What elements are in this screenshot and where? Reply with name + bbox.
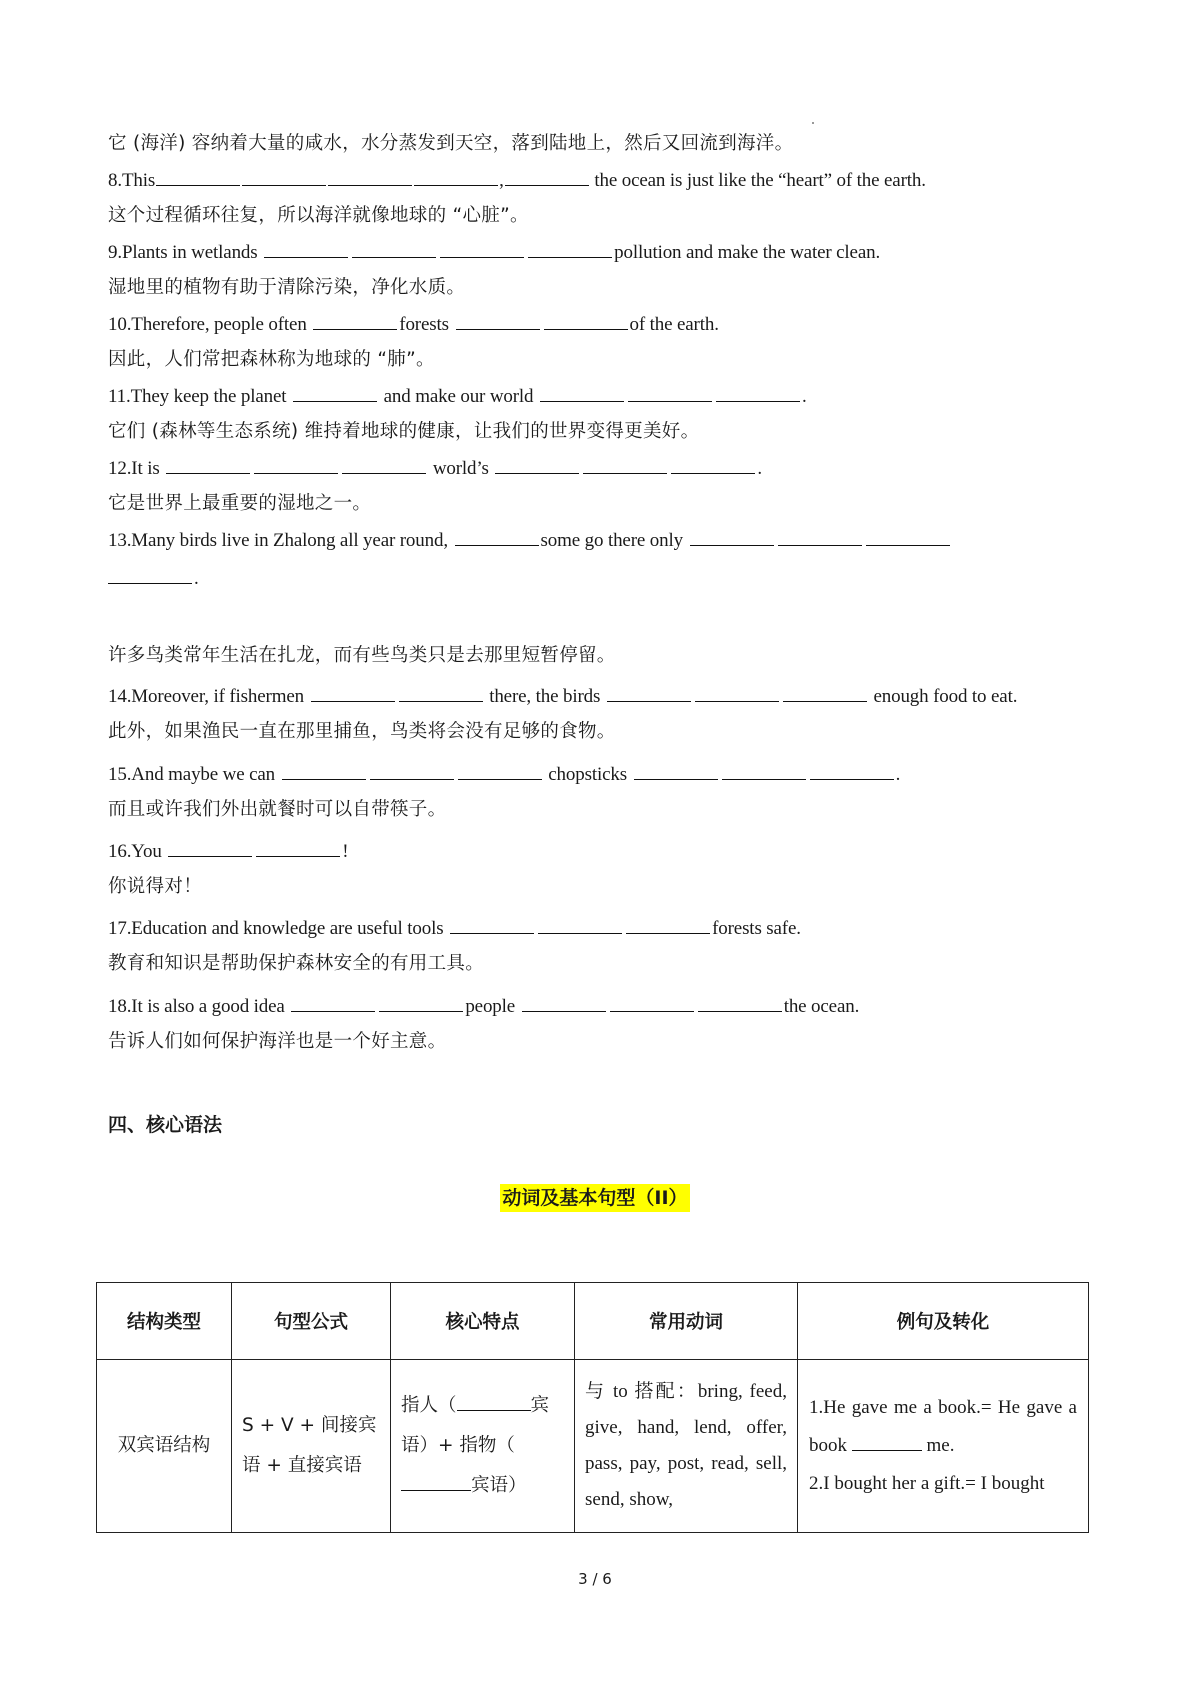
question-12: 12.It is world’s . bbox=[108, 458, 762, 479]
blank[interactable] bbox=[783, 701, 867, 702]
blank[interactable] bbox=[311, 701, 395, 702]
blank[interactable] bbox=[352, 257, 436, 258]
blank[interactable] bbox=[282, 779, 366, 780]
blank[interactable] bbox=[583, 473, 667, 474]
blank[interactable] bbox=[610, 1011, 694, 1012]
blank[interactable] bbox=[450, 933, 534, 934]
blank[interactable] bbox=[716, 401, 800, 402]
blank[interactable] bbox=[538, 933, 622, 934]
blank[interactable] bbox=[866, 545, 950, 546]
blank[interactable] bbox=[328, 185, 412, 186]
header-examples: 例句及转化 bbox=[798, 1283, 1089, 1360]
stray-dot bbox=[812, 122, 814, 124]
table-row bbox=[97, 1360, 1089, 1533]
cell-formula: S + V + 间接宾语 + 直接宾语 bbox=[232, 1360, 391, 1533]
blank[interactable] bbox=[495, 473, 579, 474]
blank[interactable] bbox=[342, 473, 426, 474]
question-11-zh: 它们 (森林等生态系统) 维持着地球的健康，让我们的世界变得更美好。 bbox=[108, 421, 700, 442]
blank[interactable] bbox=[544, 329, 628, 330]
line-0-zh: 它 (海洋) 容纳着大量的咸水，水分蒸发到天空，落到陆地上，然后又回流到海洋。 bbox=[108, 133, 794, 154]
blank[interactable] bbox=[264, 257, 348, 258]
cell-verbs: 与 to 搭配：bring, feed, give, hand, lend, offer, pass, pay, post, read, sell, send, show, bbox=[575, 1360, 798, 1533]
question-15: 15.And maybe we can chopsticks . bbox=[108, 764, 901, 785]
blank[interactable] bbox=[370, 779, 454, 780]
blank[interactable] bbox=[254, 473, 338, 474]
blank[interactable] bbox=[522, 1011, 606, 1012]
blank[interactable] bbox=[455, 545, 539, 546]
cell-feature: 指人（ 宾语）+ 指物（宾语） bbox=[391, 1360, 575, 1533]
cell-examples bbox=[798, 1360, 1089, 1533]
blank[interactable] bbox=[626, 933, 710, 934]
question-17: 17.Education and knowledge are useful tools forests safe. bbox=[108, 918, 801, 939]
blank[interactable] bbox=[528, 257, 612, 258]
question-16: 16.You ! bbox=[108, 841, 349, 862]
blank[interactable] bbox=[166, 473, 250, 474]
header-formula: 句型公式 bbox=[232, 1283, 391, 1360]
header-verbs: 常用动词 bbox=[575, 1283, 798, 1360]
blank[interactable] bbox=[457, 1410, 531, 1411]
blank[interactable] bbox=[256, 856, 340, 857]
blank[interactable] bbox=[156, 185, 240, 186]
question-10: 10.Therefore, people often forests of the earth. bbox=[108, 314, 719, 335]
blank[interactable] bbox=[505, 185, 589, 186]
blank[interactable] bbox=[628, 401, 712, 402]
blank[interactable] bbox=[607, 701, 691, 702]
example-2: 2.I bought her a gift.= I bought bbox=[809, 1473, 1045, 1494]
blank[interactable] bbox=[456, 329, 540, 330]
blank[interactable] bbox=[401, 1490, 471, 1491]
question-11: 11.They keep the planet and make our world . bbox=[108, 386, 807, 407]
section-title: 四、核心语法 bbox=[108, 1114, 223, 1136]
blank[interactable] bbox=[540, 401, 624, 402]
blank[interactable] bbox=[690, 545, 774, 546]
question-13-continued: . bbox=[108, 566, 1110, 592]
question-8: 8.This , the ocean is just like the “heart” of the earth. bbox=[108, 170, 926, 191]
blank[interactable] bbox=[634, 779, 718, 780]
question-13: 13.Many birds live in Zhalong all year round, some go there only bbox=[108, 528, 1110, 554]
blank[interactable] bbox=[108, 583, 192, 584]
blank[interactable] bbox=[695, 701, 779, 702]
question-18: 18.It is also a good idea people the ocean. bbox=[108, 996, 860, 1017]
blank[interactable] bbox=[698, 1011, 782, 1012]
blank[interactable] bbox=[458, 779, 542, 780]
question-15-zh: 而且或许我们外出就餐时可以自带筷子。 bbox=[108, 799, 447, 820]
blank[interactable] bbox=[852, 1450, 922, 1451]
blank[interactable] bbox=[168, 856, 252, 857]
blank[interactable] bbox=[242, 185, 326, 186]
question-17-zh: 教育和知识是帮助保护森林安全的有用工具。 bbox=[108, 953, 485, 974]
question-9-zh: 湿地里的植物有助于清除污染，净化水质。 bbox=[108, 277, 466, 298]
blank[interactable] bbox=[778, 545, 862, 546]
blank[interactable] bbox=[440, 257, 524, 258]
question-16-zh: 你说得对！ bbox=[108, 876, 203, 897]
question-13-zh: 许多鸟类常年生活在扎龙，而有些鸟类只是去那里短暂停留。 bbox=[108, 645, 616, 666]
table-header-row bbox=[97, 1283, 1089, 1360]
question-10-zh: 因此，人们常把森林称为地球的 “肺”。 bbox=[108, 349, 435, 370]
question-8-zh: 这个过程循环往复，所以海洋就像地球的 “心脏”。 bbox=[108, 205, 529, 226]
blank[interactable] bbox=[291, 1011, 375, 1012]
header-feature: 核心特点 bbox=[391, 1283, 575, 1360]
example-1: 1.He gave me a book.= He gave a book me. bbox=[809, 1397, 1077, 1456]
question-14-zh: 此外，如果渔民一直在那里捕鱼，鸟类将会没有足够的食物。 bbox=[108, 721, 616, 742]
blank[interactable] bbox=[313, 329, 397, 330]
blank[interactable] bbox=[399, 701, 483, 702]
blank[interactable] bbox=[414, 185, 498, 186]
blank[interactable] bbox=[671, 473, 755, 474]
question-14: 14.Moreover, if fishermen there, the birds enough food to eat. bbox=[108, 686, 1018, 707]
blank[interactable] bbox=[810, 779, 894, 780]
blank[interactable] bbox=[293, 401, 377, 402]
blank[interactable] bbox=[379, 1011, 463, 1012]
header-structure-type: 结构类型 bbox=[97, 1283, 232, 1360]
blank[interactable] bbox=[722, 779, 806, 780]
question-12-zh: 它是世界上最重要的湿地之一。 bbox=[108, 493, 372, 514]
grammar-table bbox=[96, 1282, 1089, 1533]
page-number: 3 / 6 bbox=[578, 1570, 612, 1588]
cell-structure-type: 双宾语结构 bbox=[97, 1360, 232, 1533]
question-18-zh: 告诉人们如何保护海洋也是一个好主意。 bbox=[108, 1031, 447, 1052]
grammar-subtitle: 动词及基本句型（II） bbox=[0, 1183, 1190, 1210]
question-9: 9.Plants in wetlands pollution and make the water clean. bbox=[108, 242, 881, 263]
